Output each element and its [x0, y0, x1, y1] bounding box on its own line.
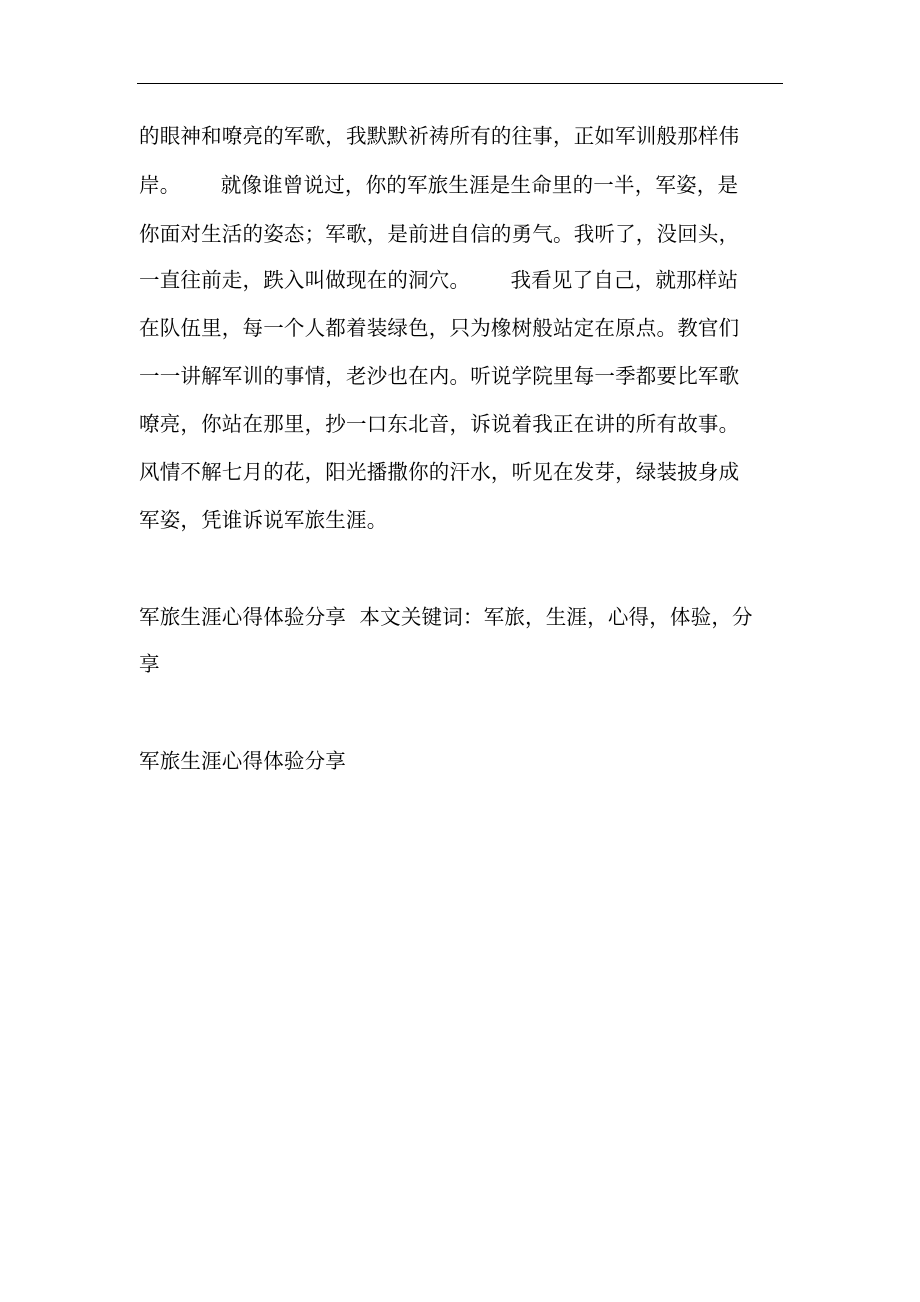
- paragraph-line: 在队伍里，每一个人都着装绿色，只为橡树般站定在原点。教官们: [139, 316, 740, 340]
- paragraph-line: 风情不解七月的花，阳光播撒你的汗水，听见在发芽，绿装披身成: [139, 460, 740, 484]
- paragraph-line: 一一讲解军训的事情，老沙也在内。听说学院里每一季都要比军歌: [139, 364, 740, 388]
- keywords-line: 享: [139, 652, 160, 676]
- closing-title: 军旅生涯心得体验分享: [139, 749, 346, 773]
- paragraph-line: 一直往前走，跌入叫做现在的洞穴。 我看见了自己，就那样站: [139, 268, 739, 292]
- paragraph-line: 嘹亮，你站在那里，抄一口东北音，诉说着我正在讲的所有故事。: [139, 412, 740, 436]
- paragraph-line: 岸。 就像谁曾说过，你的军旅生涯是生命里的一半，军姿，是: [139, 173, 739, 197]
- paragraph-line: 你面对生活的姿态；军歌，是前进自信的勇气。我听了，没回头，: [139, 222, 740, 246]
- keywords-line: 军旅生涯心得体验分享 本文关键词：军旅，生涯，心得，体验，分: [139, 605, 753, 629]
- paragraph-line: 军姿，凭谁诉说军旅生涯。: [139, 508, 388, 532]
- paragraph-line: 的眼神和嘹亮的军歌，我默默祈祷所有的往事，正如军训般那样伟: [139, 124, 740, 148]
- header-rule: [137, 83, 783, 84]
